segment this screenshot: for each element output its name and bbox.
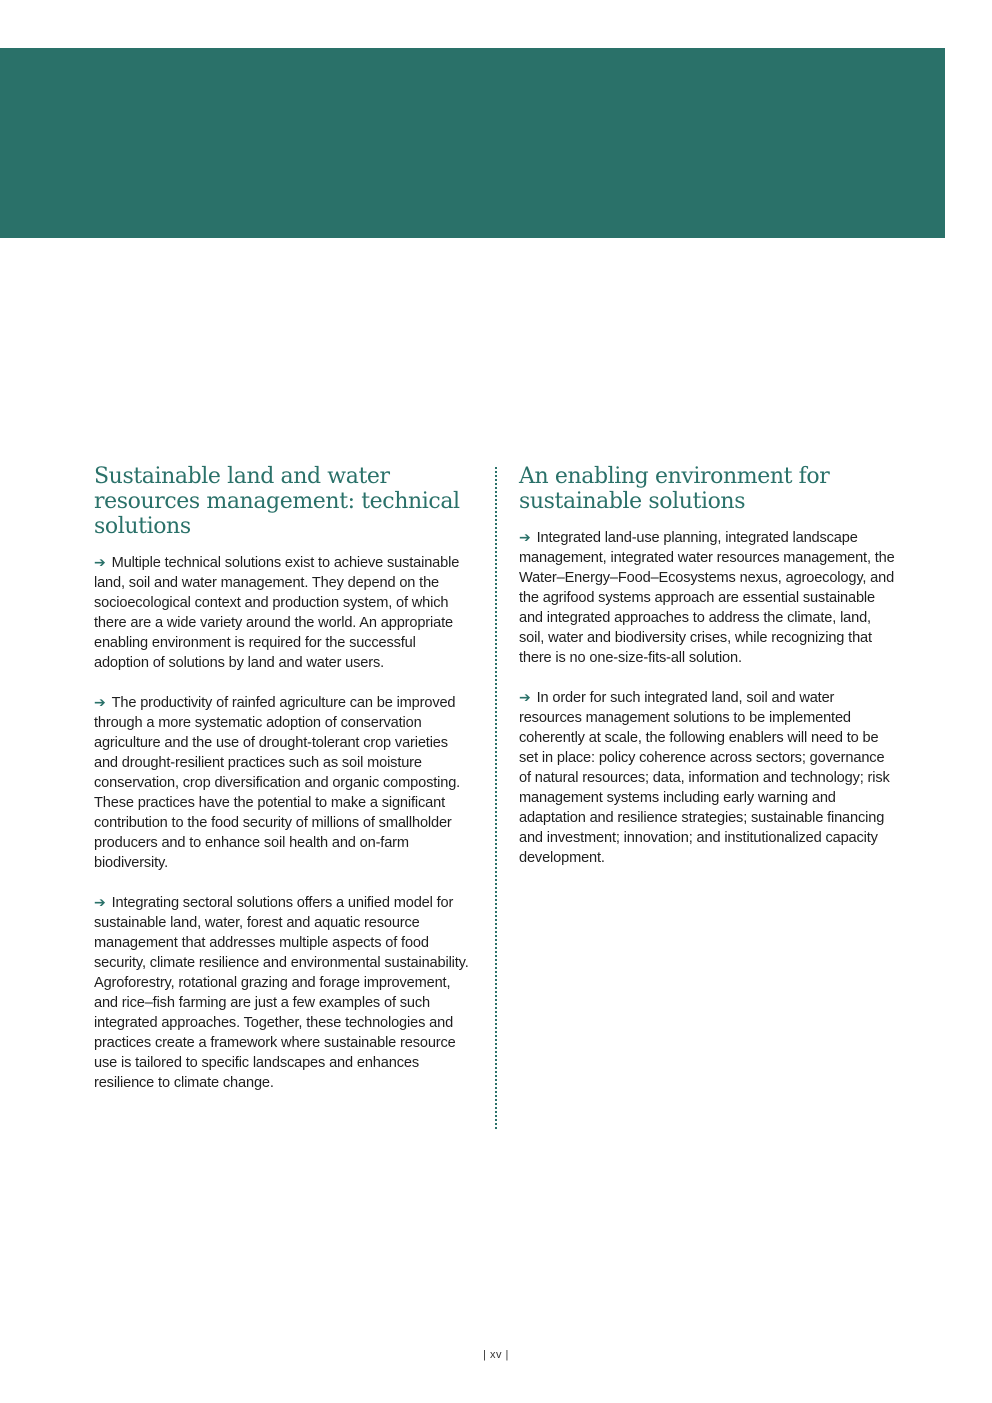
arrow-right-icon: ➔ xyxy=(94,555,106,571)
right-bullet-2-text: In order for such integrated land, soil and water resources management solutions to be implemented coherently at scale, the following enablers will need to be set in place: policy coherence across sectors; governance of natural resources; data, information and technology; risk management systems including early warning and adaptation and resilience strategies; sustainable financing and investment; innovation; and institutionalized capacity development. xyxy=(519,690,890,866)
left-bullet-2-text: The productivity of rainfed agriculture can be improved through a more systematic adoption of conservation agriculture and the use of drought-tolerant crop varieties and drought-resilient practices such as soil moisture conservation, crop diversification and organic composting. These practices have the potential to make a significant contribution to the food security of millions of smallholder producers and to enhance soil health and on-farm biodiversity. xyxy=(94,695,461,871)
arrow-right-icon: ➔ xyxy=(519,690,531,706)
header-banner xyxy=(0,48,945,238)
left-heading: Sustainable land and water resources management: technical solutions xyxy=(94,464,460,539)
right-bullet-2 xyxy=(519,688,897,868)
column-divider xyxy=(495,467,497,1129)
right-heading: An enabling environment for sustainable solutions xyxy=(519,464,830,514)
page-number: | xv | xyxy=(483,1349,509,1361)
arrow-right-icon: ➔ xyxy=(519,530,531,546)
right-column xyxy=(519,464,897,888)
left-bullet-1-text: Multiple technical solutions exist to achieve sustainable land, soil and water management. They depend on the socioecological context and production system, of which there are a wide variety around the world. An appropriate enabling environment is required for the successful adoption of solutions by land and water users. xyxy=(94,555,460,671)
right-bullet-1 xyxy=(519,528,897,668)
arrow-right-icon: ➔ xyxy=(94,895,106,911)
left-bullet-3 xyxy=(94,893,474,1093)
left-bullet-2 xyxy=(94,693,474,873)
left-column xyxy=(94,464,474,1113)
left-bullet-1 xyxy=(94,553,474,673)
left-bullet-3-text: Integrating sectoral solutions offers a unified model for sustainable land, water, forest and aquatic resource management that addresses multiple aspects of food security, climate resilience and environmental sustainability. Agroforestry, rotational grazing and forage improvement, and rice–fish farming are just a few examples of such integrated approaches. Together, these technologies and practices create a framework where sustainable resource use is tailored to specific landscapes and enhances resilience to climate change. xyxy=(94,895,469,1091)
arrow-right-icon: ➔ xyxy=(94,695,106,711)
right-bullet-1-text: Integrated land-use planning, integrated landscape management, integrated water resources management, the Water–Energy–Food–Ecosystems nexus, agroecology, and the agrifood systems approach are essential sustainable and integrated approaches to address the climate, land, soil, water and biodiversity crises, while recognizing that there is no one-size-fits-all solution. xyxy=(519,530,895,666)
